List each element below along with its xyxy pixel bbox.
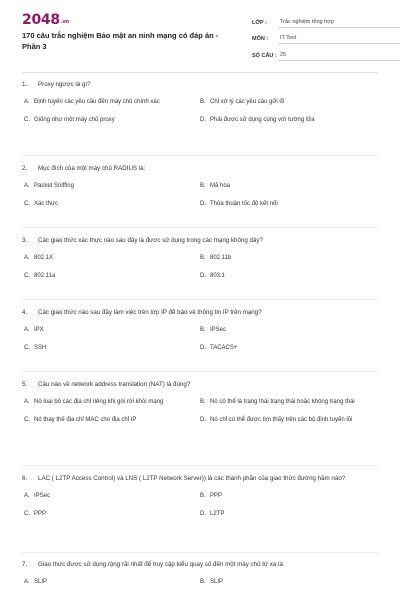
option-row (22, 326, 378, 335)
option-b[interactable] (198, 578, 370, 587)
option-d[interactable] (198, 200, 370, 209)
option-letter: B. (200, 493, 206, 499)
option-text: PPP (34, 510, 47, 517)
option-text: PPP (210, 493, 223, 499)
option-letter: C. (24, 416, 30, 423)
option-row (22, 98, 378, 107)
question-number: 7. (22, 561, 28, 568)
option-b[interactable] (198, 492, 370, 501)
question-number: 4. (22, 309, 28, 316)
question-divider (22, 155, 378, 156)
option-letter: A. (24, 493, 30, 499)
option-letter: D. (200, 272, 206, 279)
option-text: 802.1X (34, 255, 54, 261)
question-content: Proxy ngược là gì? (38, 81, 91, 88)
option-letter: A. (24, 579, 30, 585)
option-d[interactable] (198, 416, 370, 425)
option-letter: D. (200, 344, 206, 351)
question-number: 5. (22, 381, 28, 388)
option-text: Packet Sniffing (34, 183, 74, 189)
question-content: Câu nào về network address translation (NAT) là đúng? (38, 381, 191, 388)
option-c[interactable] (22, 116, 194, 125)
question-text (22, 80, 378, 89)
option-text: IPSec (210, 327, 227, 333)
question-divider (22, 299, 378, 300)
option-d[interactable] (198, 116, 370, 125)
option-letter: A. (24, 255, 30, 261)
option-a[interactable] (22, 182, 194, 191)
option-text: Mã hóa (210, 183, 231, 189)
option-letter: B. (200, 579, 206, 585)
question-item (22, 164, 378, 208)
question-divider (22, 371, 378, 372)
option-letter: B. (200, 99, 206, 105)
option-letter: A. (24, 327, 30, 333)
option-letter: D. (200, 200, 206, 207)
option-row (22, 578, 378, 587)
option-letter: B. (200, 255, 206, 261)
question-text (22, 560, 378, 569)
question-divider (22, 552, 378, 553)
option-text: Xác thực (34, 200, 59, 207)
option-b[interactable] (198, 98, 370, 107)
option-text: Nó chỉ có thể được tìm thấy trên các bộ định tuyến lõi (210, 416, 353, 423)
question-content: Các giao thức nào sau đây làm việc trên lớp IP để bảo vệ thông tin IP trên mạng? (38, 309, 262, 316)
option-text: Nó loại bỏ các địa chỉ riêng khi gói rời khỏi mạng (34, 399, 164, 405)
meta-row-subject (252, 30, 400, 45)
option-text: Phải được sử dụng cùng với tường lửa (210, 116, 315, 123)
option-row (22, 416, 378, 425)
site-logo[interactable] (22, 12, 69, 28)
meta-label: MÔN : (252, 36, 269, 42)
question-divider (22, 465, 378, 466)
option-letter: A. (24, 99, 30, 105)
option-a[interactable] (22, 98, 194, 107)
option-letter: C. (24, 200, 30, 207)
document-title: 170 câu trắc nghiệm Bảo mật an ninh mạng có đáp án - Phần 3 (22, 31, 219, 51)
option-b[interactable] (198, 254, 370, 263)
option-d[interactable] (198, 510, 370, 519)
option-row (22, 492, 378, 501)
option-text: 802.11b (210, 255, 232, 261)
option-letter: B. (200, 183, 206, 189)
option-text: 802.11a (34, 272, 56, 279)
option-text: Định tuyến các yêu cầu đến máy chủ chính xác (34, 99, 160, 105)
option-a[interactable] (22, 398, 194, 407)
option-letter: A. (24, 399, 30, 405)
meta-label: LỚP : (252, 19, 267, 26)
option-text: SLIP (210, 579, 224, 585)
option-letter: C. (24, 344, 30, 351)
option-d[interactable] (198, 344, 370, 353)
question-item (22, 560, 378, 587)
option-text: TACACS+ (210, 344, 238, 351)
option-text: L2TP (210, 510, 225, 517)
option-text: Giống như một máy chủ proxy (34, 116, 115, 123)
option-letter: C. (24, 510, 30, 517)
question-item (22, 80, 378, 124)
option-c[interactable] (22, 510, 194, 519)
option-text: 803.1 (210, 272, 226, 279)
option-a[interactable] (22, 578, 194, 587)
question-text (22, 164, 378, 173)
logo-domain: .vn (60, 19, 69, 25)
question-text (22, 474, 378, 483)
option-letter: C. (24, 116, 30, 123)
question-content: Giao thức được sử dụng rộng rãi nhất để truy cập kiểu quay số đến một máy chủ từ xa là: (38, 561, 285, 568)
option-row (22, 510, 378, 519)
option-letter: D. (200, 416, 206, 423)
option-text: IPX (34, 327, 44, 333)
question-text (22, 380, 378, 389)
meta-row-count (252, 46, 400, 61)
meta-value: 25 (278, 52, 400, 61)
question-divider (22, 227, 378, 228)
meta-row-class (252, 13, 400, 28)
option-row (22, 254, 378, 263)
option-a[interactable] (22, 326, 194, 335)
option-d[interactable] (198, 272, 370, 281)
meta-info (252, 13, 400, 63)
option-letter: D. (200, 116, 206, 123)
document-header (22, 0, 378, 76)
logo-text: 2048 (22, 12, 60, 28)
option-text: SSH (34, 344, 47, 351)
option-text: Nó có thể là trạng thái trạng thái hoặc không trạng thái (210, 399, 355, 405)
option-c[interactable] (22, 200, 194, 209)
option-row (22, 200, 378, 209)
option-letter: B. (200, 399, 206, 405)
question-item (22, 236, 378, 280)
question-text (22, 236, 378, 245)
question-item (22, 474, 378, 518)
option-b[interactable] (198, 398, 370, 407)
option-text: Nó thay thế địa chỉ MAC cho địa chỉ IP (34, 416, 137, 423)
option-row (22, 116, 378, 125)
option-c[interactable] (22, 416, 194, 425)
option-row (22, 272, 378, 281)
option-row (22, 182, 378, 191)
question-number: 6. (22, 475, 28, 482)
option-row (22, 344, 378, 353)
option-c[interactable] (22, 344, 194, 353)
option-letter: B. (200, 327, 206, 333)
question-text (22, 308, 378, 317)
option-a[interactable] (22, 254, 194, 263)
question-item (22, 380, 378, 424)
header-divider (22, 72, 378, 73)
option-text: SLIP (34, 579, 48, 585)
question-content: Các giao thức xác thực nào sau đây là được sử dụng trong các mạng không dây? (38, 237, 263, 244)
option-text: Chỉ xử lý các yêu cầu gửi đi (210, 99, 285, 105)
option-c[interactable] (22, 272, 194, 281)
option-letter: D. (200, 510, 206, 517)
meta-value: IT Test (278, 35, 400, 44)
option-b[interactable] (198, 326, 370, 335)
option-text: IPSec (34, 493, 51, 499)
question-number: 3. (22, 237, 28, 244)
meta-label: SỐ CÂU : (252, 52, 277, 59)
option-text: Thỏa thuận tốc độ kết nối (210, 200, 278, 207)
question-content: LAC ( L2TP Access Control) và LNS ( L2TP Network Server)) là các thành phần của giao thức đường hầm nào? (38, 475, 346, 482)
option-a[interactable] (22, 492, 194, 501)
question-content: Mục đích của một máy chủ RADIUS là: (38, 165, 146, 172)
option-row (22, 398, 378, 407)
question-item (22, 308, 378, 352)
meta-value: Trắc nghiệm tổng hợp (278, 19, 400, 28)
question-number: 2. (22, 165, 28, 172)
option-letter: A. (24, 183, 30, 189)
question-number: 1. (22, 81, 28, 88)
option-letter: C. (24, 272, 30, 279)
option-b[interactable] (198, 182, 370, 191)
